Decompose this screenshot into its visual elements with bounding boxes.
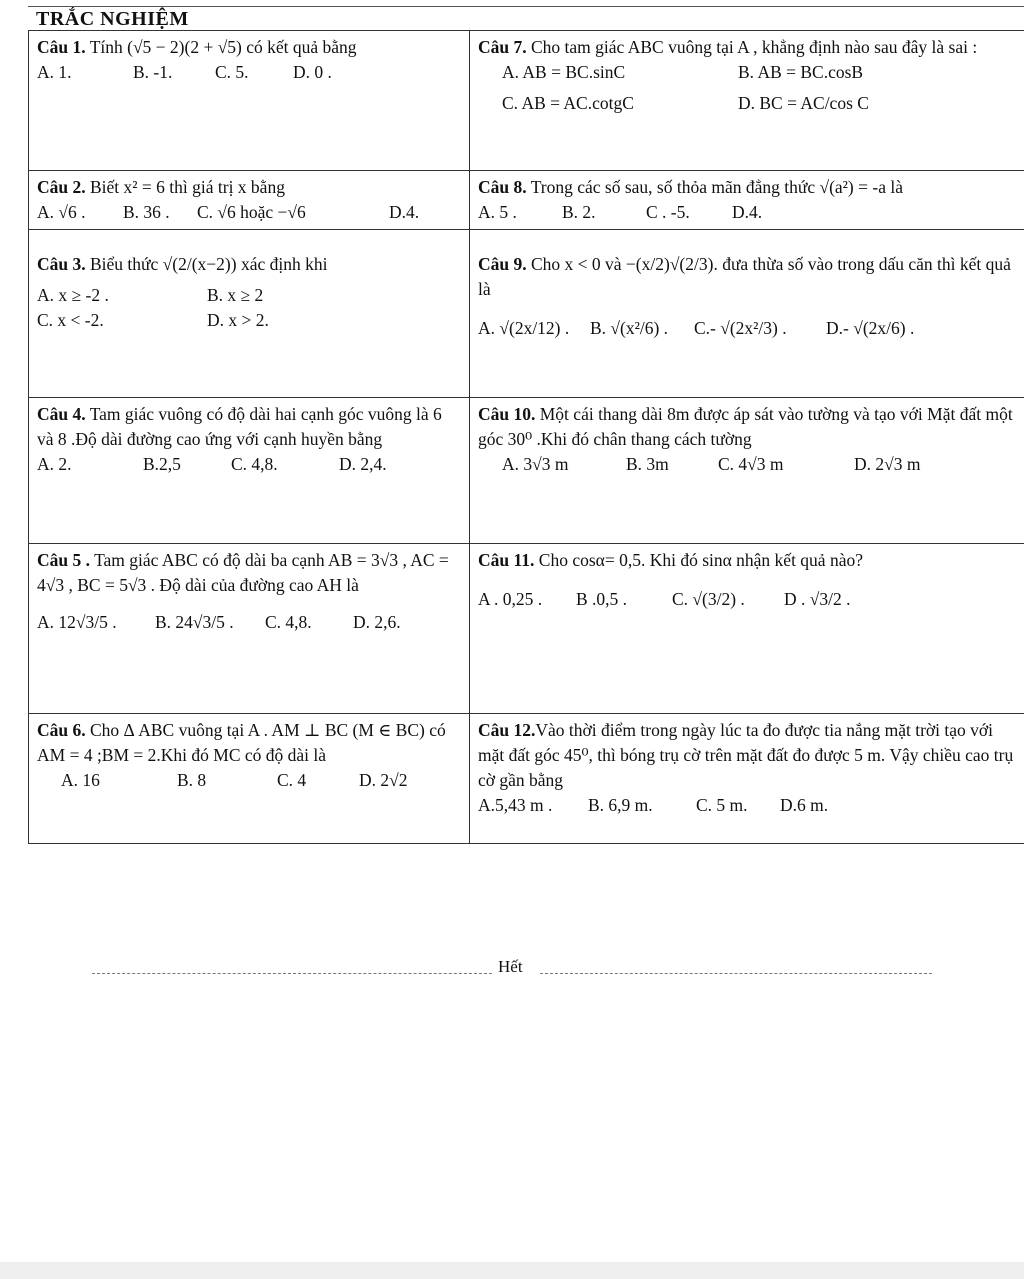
option-d: D. 2,4.	[339, 454, 387, 474]
question-6	[29, 714, 470, 844]
option-b: B. 2.	[562, 202, 596, 222]
question-10	[470, 398, 1024, 544]
option-c: C. 5 m.	[696, 795, 748, 815]
option-b: B. √(x²/6) .	[590, 318, 669, 338]
end-label: Hết	[498, 957, 523, 976]
question-text: Biết x² = 6 thì giá trị x bằng	[90, 177, 285, 197]
table-row	[29, 31, 1024, 171]
option-a: A.5,43 m .	[478, 795, 553, 815]
option-c: C. 4,8.	[265, 612, 312, 632]
bottom-band	[0, 1262, 1024, 1279]
question-8	[470, 171, 1024, 230]
question-head: Câu 9.	[478, 254, 527, 274]
question-2	[29, 171, 470, 230]
option-b: B. 36 .	[123, 202, 170, 222]
dotted-rule-left	[92, 973, 492, 974]
question-text: Cho tam giác ABC vuông tại A , khẳng định nào sau đây là sai :	[531, 37, 978, 57]
option-b: B. -1.	[133, 62, 173, 82]
option-d: D. 2√3 m	[854, 454, 921, 474]
question-text: Tam giác vuông có độ dài hai cạnh góc vuông là 6 và 8 .Độ dài đường cao ứng với cạnh huyền bằng	[37, 404, 442, 449]
question-head: Câu 2.	[37, 177, 86, 197]
question-4	[29, 398, 470, 544]
question-12	[470, 714, 1024, 844]
option-c: C. √6 hoặc −√6	[197, 202, 306, 222]
option-a: A. 5 .	[478, 202, 517, 222]
option-c: C. AB = AC.cotgC	[502, 93, 634, 113]
option-b: B. 24√3/5 .	[155, 612, 234, 632]
option-a: A. 1.	[37, 62, 72, 82]
option-b: B. AB = BC.cosB	[738, 62, 864, 82]
table-row	[29, 171, 1024, 230]
option-d: D.4.	[389, 202, 420, 222]
question-5	[29, 544, 470, 714]
question-text: Cho cosα= 0,5. Khi đó sinα nhận kết quả nào?	[538, 550, 863, 570]
table-row	[29, 544, 1024, 714]
option-a: A. 12√3/5 .	[37, 612, 117, 632]
question-head: Câu 10.	[478, 404, 536, 424]
end-marker	[92, 957, 932, 981]
option-a: A . 0,25 .	[478, 589, 543, 609]
option-c: C. 5.	[215, 62, 249, 82]
option-d: D. 0 .	[293, 62, 332, 82]
option-b: B. 6,9 m.	[588, 795, 653, 815]
option-a: A. x ≥ -2 .	[37, 285, 109, 305]
question-text: Cho Δ ABC vuông tại A . AM ⊥ BC (M ∈ BC) có AM = 4 ;BM = 2.Khi đó MC có độ dài là	[37, 720, 446, 765]
option-c: C. 4√3 m	[718, 454, 784, 474]
question-text: Biểu thức √(2/(x−2)) xác định khi	[90, 254, 328, 274]
option-a: A. 2.	[37, 454, 72, 474]
option-a: A. 16	[61, 770, 100, 790]
question-head: Câu 12.	[478, 720, 536, 740]
option-a: A. √6 .	[37, 202, 86, 222]
table-row	[29, 398, 1024, 544]
option-d: D. x > 2.	[207, 310, 269, 330]
page-title: TRẮC NGHIỆM	[36, 8, 189, 30]
question-head: Câu 7.	[478, 37, 527, 57]
option-c: C.- √(2x²/3) .	[694, 318, 787, 338]
option-b: B.2,5	[143, 454, 181, 474]
option-b: B. 8	[177, 770, 207, 790]
option-c: C. 4	[277, 770, 307, 790]
question-text: Vào thời điểm trong ngày lúc ta đo được tia nắng mặt trời tạo với mặt đất góc 45⁰, thì bóng trụ cờ trên mặt đất đo được 5 m. Vậy chiều cao trụ cờ gần bằng	[478, 720, 1014, 790]
option-d: D. 2√2	[359, 770, 408, 790]
question-7	[470, 31, 1024, 171]
question-text: Một cái thang dài 8m được áp sát vào tường và tạo với Mặt đất một góc 30⁰ .Khi đó chân thang cách tường	[478, 404, 1013, 449]
top-rule	[28, 6, 1024, 7]
question-table	[28, 30, 1024, 844]
question-head: Câu 11.	[478, 550, 535, 570]
question-3	[29, 230, 470, 398]
option-d: D. BC = AC/cos C	[738, 93, 869, 113]
option-a: A. √(2x/12) .	[478, 318, 570, 338]
question-text: Tam giác ABC có độ dài ba cạnh AB = 3√3 , AC = 4√3 , BC = 5√3 . Độ dài của đường cao AH là	[37, 550, 449, 595]
option-d: D . √3/2 .	[784, 589, 851, 609]
option-d: D.4.	[732, 202, 763, 222]
option-b: B. 3m	[626, 454, 669, 474]
question-head: Câu 5 .	[37, 550, 90, 570]
dotted-rule-right	[540, 973, 932, 974]
table-row	[29, 714, 1024, 844]
question-head: Câu 1.	[37, 37, 86, 57]
question-head: Câu 6.	[37, 720, 86, 740]
option-c: C. √(3/2) .	[672, 589, 745, 609]
option-b: B. x ≥ 2	[207, 285, 264, 305]
option-c: C . -5.	[646, 202, 690, 222]
question-text: Cho x < 0 và −(x/2)√(2/3). đưa thừa số vào trong dấu căn thì kết quả là	[478, 254, 1011, 299]
option-d: D.- √(2x/6) .	[826, 318, 915, 338]
option-d: D. 2,6.	[353, 612, 401, 632]
question-1	[29, 31, 470, 171]
question-head: Câu 8.	[478, 177, 527, 197]
question-head: Câu 3.	[37, 254, 86, 274]
option-a: A. AB = BC.sinC	[502, 62, 626, 82]
option-a: A. 3√3 m	[502, 454, 569, 474]
option-d: D.6 m.	[780, 795, 829, 815]
option-b: B .0,5 .	[576, 589, 628, 609]
question-text: Trong các số sau, số thỏa mãn đẳng thức √(a²) = -a là	[530, 177, 903, 197]
option-c: C. x < -2.	[37, 310, 104, 330]
option-c: C. 4,8.	[231, 454, 278, 474]
question-text: Tính (√5 − 2)(2 + √5) có kết quả bằng	[89, 37, 357, 57]
question-9	[470, 230, 1024, 398]
question-head: Câu 4.	[37, 404, 86, 424]
question-11	[470, 544, 1024, 714]
table-row	[29, 230, 1024, 398]
